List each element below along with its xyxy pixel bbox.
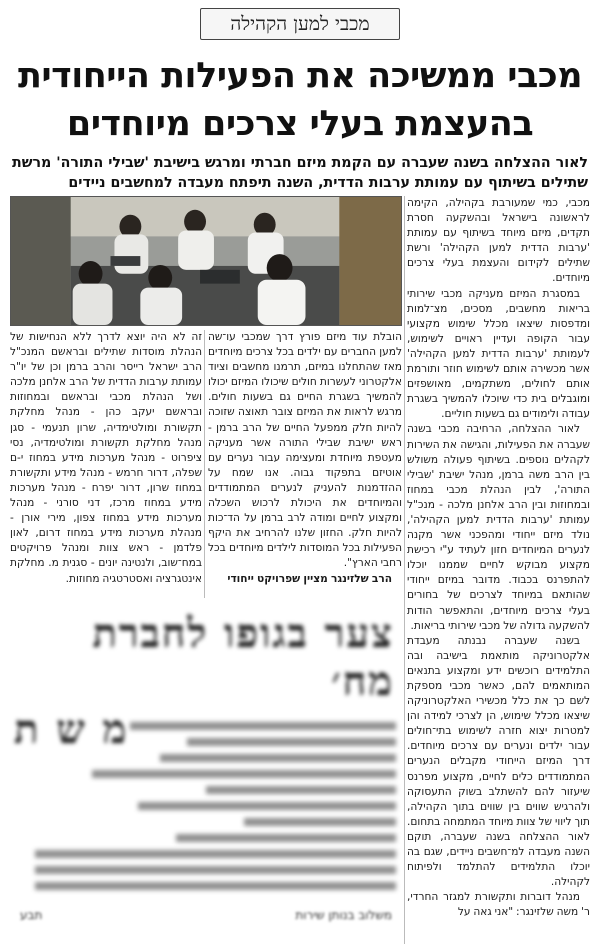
headline-line-1: מכבי ממשיכה את הפעילות הייחודית <box>17 56 583 96</box>
blurred-adjacent-article <box>10 604 402 942</box>
paragraph: הובלת עוד מיזם פורץ דרך שמכבי עו־שה למען החברים עם ילדים בכל צרכים מיוחדים מאז שהתחלנו במיזם, תרמנו מחשבים וציוד אלקטרוני לעשרות חולים שיכולו המיזם יכולו להמשיך בשגרת החיים גם בשעות חולים. מרגש לראות את המיזם צובר תאוצה שזוכה להיות חלק ממפעל החיים של הרב ברמן - ראש ישיבת שבילי התורה אשר מעניקה מעטפת מיוחדת ומעצימה עבור נערים עם אוטיזם בתפקוד גבוה. אנו שמח על ההזדמנות להעניק לנערים המתמודדים והמיוחדים את היכולת לרכוש השכלה ומקצוע לחיים ומודה לרב ברמן על הד־כות להיות חלק. החזון שלנו להרחיב את היקף הפעילות בכל המוסדות לילדים מיוחדים בכל רחבי הארץ". <box>208 331 402 570</box>
paragraph: זה לא היה יוצא לדרך ללא הנחישות של הנהלת מוסדות שתילים ובראשם המנכ"ל הרב ישראל רייסר והרב ברמן וכן של יו"ר עמותת ערבות הדדית של הרב אלחנן מלכה ושל הנהלת מכבי ובראשם ובמחוזות ובראשם יעקב כהן - מנהל מחלקת תקשורת ומולטימדיה, שרון תנעמי - סגן מנהל מחלקת תקשורת ומולטימדיה, נסי ציפרוט - מנהל מערכות מידע במחוז י-ם שפלה, דרור חרמש - מנהל מידע ותקשורת במחוז שרון, דרור יפרח - מנהל מערכות מידע במחוז מרכז, דני סורני - מנהל מערכות מידע במחוז צפון, מירי אורן - מנהלת מערכות מידע במחוז דרום, לאון פלדמן - ראש צוות ומנהל פרויקטים במח־שוב, ולנטינה יונים - סגנית מ. מחלקת אינטגרציה ואסטרטגיה מחוזות. <box>10 331 202 585</box>
blurred-caption-2: תבע <box>20 908 43 922</box>
blurred-caption: משלוב בנותן שירות <box>295 908 392 922</box>
paragraph: לאור ההצלחה, הרחיבה מכבי בשנה שעברה את הפעילות, והגישה את השירות לקהלים נוספים. בשיתוף פעולה משולש בין הרב משה ברמן, מנהל ישיבת 'שבילי התורה', לבין הנהלת מכבי במחוז ובמחוזות ובין הרב אלחנן מלכה - מנכ"ל עמותת 'ערבות הדדית למען הקהילה', נולד מיזם ייחודי ומהפכני אשר מקנה לנערים המיוחדים חזון לעתיד ע"י רכישת מקצוע מבוקש לחיים שממנו יוכלו להתפרנס בכבוד. מדובר במיזם ייחודי שהותאם במיוחד לצרכים של בחורים בעלי צרכים מיוחדים, והתאפשר הודות להשקעה גדולה של מכבי שירותי בריאות. <box>407 423 590 632</box>
article-column-middle <box>208 330 402 598</box>
blurred-text-lines <box>16 722 396 898</box>
kicker-label: מכבי למען הקהילה <box>200 8 400 40</box>
blurred-title-line-2: מ ש ת <box>14 706 129 753</box>
blurred-title-line-1: צער בגופו לחברת מח׳ <box>92 610 394 705</box>
column-divider <box>204 330 205 598</box>
classroom-photo <box>10 196 402 326</box>
headline-line-2: בהעצמת בעלי צרכים מיוחדים <box>66 104 534 144</box>
classroom-photo-icon <box>11 197 401 325</box>
subheadline: לאור ההצלחה בשנה שעברה עם הקמת מיזם חברתי ומרגש בישיבת 'שבילי התורה' מרשת שתילים בשיתוף עם עמותת ערבות הדדית, השנה תיפתח מעבדה למחשבים ניידים <box>12 155 588 191</box>
column-divider <box>404 196 405 944</box>
paragraph: מכבי, כמי שמעורבת בקהילה, הקימה לראשונה בישראל ובהשקעה חסרת תקדים, מיזם מיוחד בשיתוף עם עמותת 'ערבות הדדית למען הקהילה' ורשת שתילים לקידום והעצמת בעלי צרכים מיוחדים. <box>407 197 590 285</box>
paragraph: בשנה שעברה נבנתה מעבדת אלקטרוניקה מותאמת בישיבה ובה התלמידים רוכשים ידע ומקצוע בתנאים המותאמים להם, כאשר מכבי מספקת לשם כך את כלל מכשירי האלקטרוניקה שיצאו מכלל שימוש, הן לצרכי למידה והן למטרות יצוא חזרה לשימוש בתי־חולים עבור ילדים ונערים עם צרכים מיוחדים. דרך המיזם הייחודי מקבלים הנערים המתמודדים כלים לחיים, מקצוע מפרנס שיעזור להם להשתלב בשוק התעסוקה ולהרגיש שווים בין שווים בתוך הקהילה, תוך ליווי של צוות מיוחד המתמחה בתחום. לאור ההצלחה בשנה שעברה, תוקם השנה מעבדה למ־חשבים ניידים, שגם בה יוכלו התלמידים להתלמד ולפיתוח לקהילה. <box>407 634 590 889</box>
article-column-right <box>407 196 590 944</box>
paragraph: מנהל דוברות ותקשורת למגזר החרדי, ר' משה שלזינגר: "אני גאה על <box>407 891 590 919</box>
article-column-left <box>10 330 202 598</box>
paragraph: הרב שלזינגר מציין שפרויקט ייחודי <box>227 572 392 585</box>
headline <box>10 52 590 148</box>
paragraph: במסגרת המיזם מעניקה מכבי שירותי בריאות מחשבים, מסכים, מצ־למות ומדפסות שיצאו מכלל שימוש מקצועי עבור הקופה ועדיין ראויים לשימוש, לעמותת 'ערבות הדדית למען הקהילה' אשר מכשירה אותם לשימוש חוזר ותורמת אותם לחולים, משתקמים, מאושפזים ומוגבלים בית כדי שיוכלו להמשיך בשגרת עבודה ולימודים גם בשעות חוליים. <box>407 287 590 421</box>
